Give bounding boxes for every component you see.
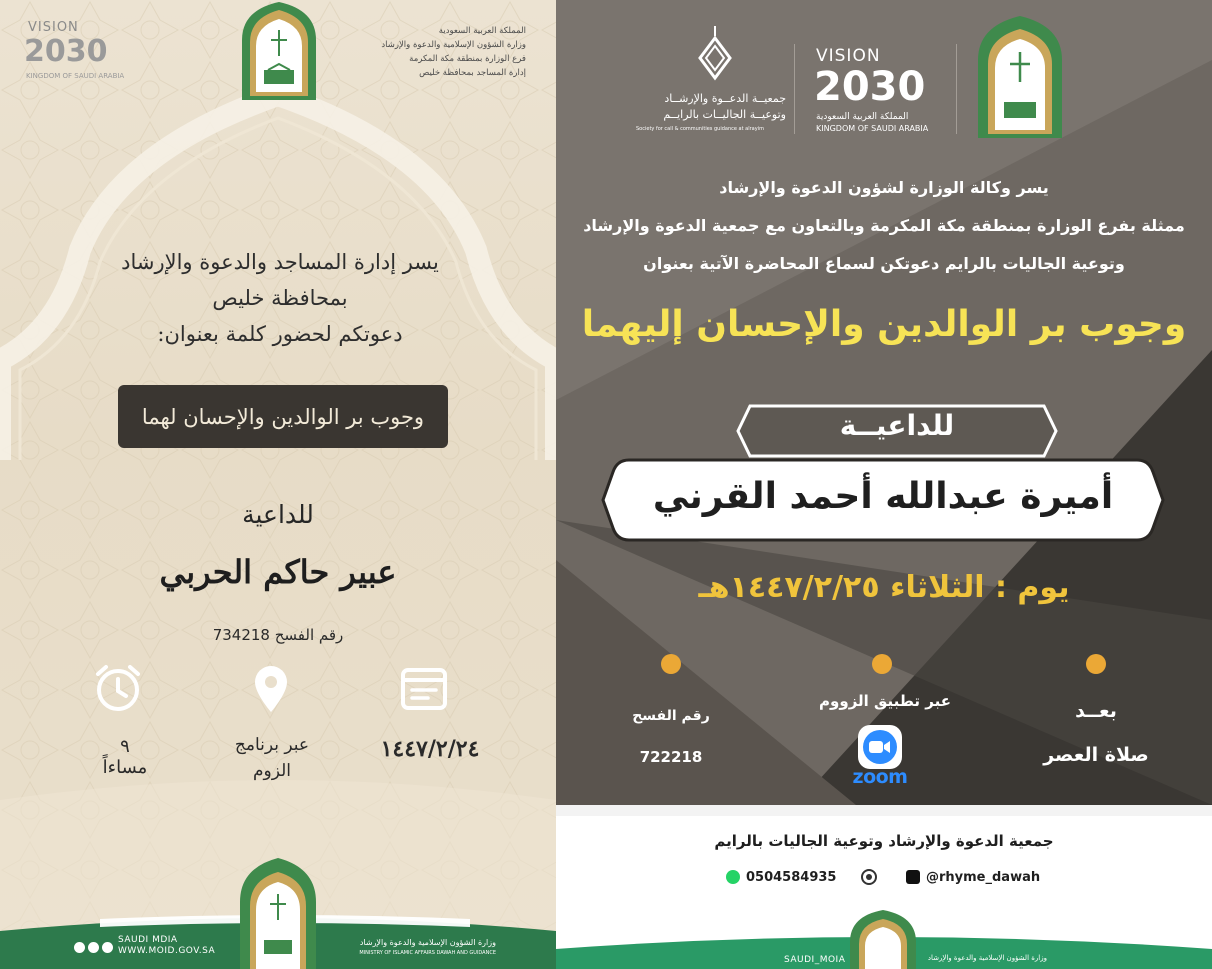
society-logo-icon xyxy=(690,24,740,94)
footer-ministry xyxy=(359,937,496,959)
vision-word: VISION xyxy=(28,20,79,35)
vision-ksa-en: KINGDOM OF SAUDI ARABIA xyxy=(816,124,929,133)
ministry-line: وزارة الشؤون الإسلامية والدعوة والإرشاد xyxy=(381,40,526,50)
platform-label: عبر تطبيق الزووم xyxy=(819,692,951,710)
vision-year: 2030 xyxy=(24,34,108,69)
zoom-wordmark: zoom xyxy=(852,766,908,788)
ministry-emblem-icon xyxy=(974,14,1066,138)
vision-year: 2030 xyxy=(814,64,926,110)
bullet-dot xyxy=(1086,654,1106,674)
social-icon[interactable] xyxy=(88,942,99,953)
vision-word: VISION xyxy=(816,46,881,66)
ministry-emblem-icon xyxy=(238,0,320,100)
footer-ministry-ar: وزارة الشؤون الإسلامية والدعوة والإرشاد xyxy=(359,938,496,947)
room-label: رقم الفسح xyxy=(632,708,710,724)
social-icon[interactable] xyxy=(74,942,85,953)
alarm-clock-icon xyxy=(92,662,144,714)
vision-2030-logo xyxy=(812,44,952,136)
header-line-1: يسر وكالة الوزارة لشؤون الدعوة والإرشاد xyxy=(719,178,1049,197)
calendar-icon xyxy=(398,662,450,714)
lecture-title-box xyxy=(118,385,448,448)
society-small-icon xyxy=(860,868,878,886)
header-line-3: وتوعية الجاليات بالرايم دعوتكن لسماع المحاضرة الآتية بعنوان xyxy=(643,254,1125,273)
bullet-dot xyxy=(661,654,681,674)
footer-org: SAUDI MDIA xyxy=(118,935,178,945)
social-icon[interactable] xyxy=(102,942,113,953)
footer-emblem-icon xyxy=(848,910,918,969)
room-number: رقم الفسح 734218 xyxy=(212,626,344,644)
platform-line-2: الزوم xyxy=(252,761,292,781)
bullet-dot xyxy=(872,654,892,674)
vision-ksa-ar: المملكة العربية السعودية xyxy=(816,112,909,122)
phone-contact[interactable] xyxy=(726,866,836,888)
zoom-app-icon[interactable] xyxy=(858,725,902,769)
speaker-label: للداعيــة xyxy=(839,409,955,442)
header-line-2: ممثلة بفرع الوزارة بمنطقة مكة المكرمة وبالتعاون مع جمعية الدعوة والإرشاد xyxy=(583,216,1185,235)
intro-line-3: دعوتكم لحضور كلمة بعنوان: xyxy=(157,322,403,346)
footer-ministry-en: MINISTRY OF ISLAMIC AFFAIRS DAWAH AND GUIDANCE xyxy=(359,950,496,956)
ministry-header-text xyxy=(381,24,526,80)
intro-line-1: يسر إدارة المساجد والدعوة والإرشاد xyxy=(121,250,439,274)
whatsapp-icon xyxy=(726,870,740,884)
social-handle[interactable]: @rhyme_dawah xyxy=(926,869,1041,885)
x-icon xyxy=(906,870,920,884)
social-icons xyxy=(74,942,113,953)
location-pin-icon xyxy=(245,662,297,714)
vision-ksa-en: KINGDOM OF SAUDI ARABIA xyxy=(26,72,125,80)
divider-strip xyxy=(556,805,1212,816)
ministry-line: المملكة العربية السعودية xyxy=(438,26,526,36)
speaker-label: للداعية xyxy=(242,500,314,529)
x-handle-contact[interactable] xyxy=(906,866,1040,888)
logo-divider xyxy=(956,44,957,134)
footer-site[interactable]: SAUDI_MOIA xyxy=(784,955,846,965)
vision-2030-logo xyxy=(20,18,130,88)
society-name-en: Society for call & communities guidance at alrayim xyxy=(636,126,764,132)
society-name-line1: جمعيــة الدعــوة والإرشــاد xyxy=(664,92,786,105)
event-date: ١٤٤٧/٢/٢٤ xyxy=(380,736,480,762)
event-date: يوم : الثلاثاء ١٤٤٧/٢/٢٥هـ xyxy=(698,570,1070,605)
poster-main-area xyxy=(556,0,1212,805)
arch-frame xyxy=(0,0,556,969)
event-time: ٩ مساءاً xyxy=(102,736,148,778)
after-label: بعــد xyxy=(1075,700,1117,722)
left-poster xyxy=(0,0,556,969)
video-camera-icon xyxy=(869,740,891,754)
zoom-camera-icon xyxy=(863,730,897,764)
speaker-name: عبير حاكم الحربي xyxy=(159,553,397,591)
footer-site xyxy=(118,935,215,957)
footer-emblem-icon xyxy=(238,858,318,969)
speaker-name: أميرة عبدالله أحمد القرني xyxy=(652,476,1114,517)
ministry-line: فرع الوزارة بمنطقة مكة المكرمة xyxy=(409,54,526,64)
org-name: جمعية الدعوة والإرشاد وتوعية الجاليات بالرايم xyxy=(714,832,1054,850)
right-poster xyxy=(556,0,1212,969)
platform-line-1: عبر برنامج xyxy=(234,735,310,755)
after-prayer: صلاة العصر xyxy=(1043,744,1149,766)
logo-divider xyxy=(794,44,795,134)
room-number: 722218 xyxy=(639,748,703,766)
phone-number[interactable]: 0504584935 xyxy=(746,869,837,885)
footer-url[interactable]: WWW.MOID.GOV.SA xyxy=(118,946,216,956)
lecture-title: وجوب بر الوالدين والإحسان لهما xyxy=(141,404,425,429)
lecture-title: وجوب بر الوالدين والإحسان إليهما xyxy=(581,304,1187,345)
ministry-line: إدارة المساجد بمحافظة خليص xyxy=(419,68,526,78)
intro-line-2: بمحافظة خليص xyxy=(212,286,348,310)
society-name-line2: وتوعيــة الجاليــات بالرايــم xyxy=(663,108,786,121)
footer-ministry-ar: وزارة الشؤون الإسلامية والدعوة والإرشاد xyxy=(927,954,1047,962)
